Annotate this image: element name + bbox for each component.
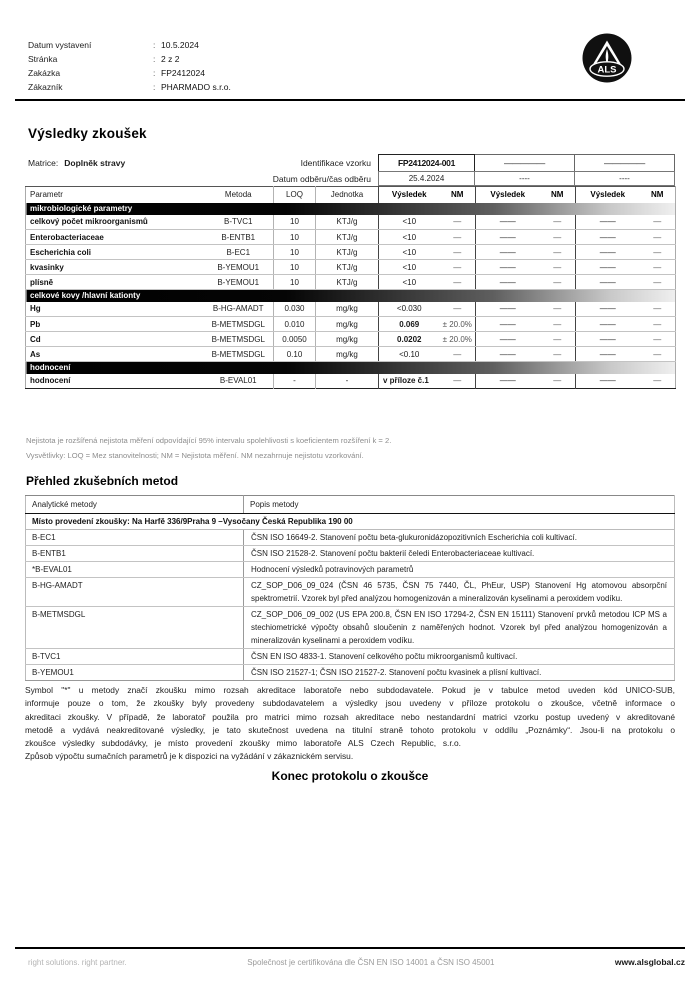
method-cell: B-METMSDGL	[204, 317, 274, 332]
sample-id-value: FP2412024-001	[378, 154, 475, 171]
unit-cell: -	[316, 374, 379, 389]
result-value-cell: ——	[476, 260, 540, 275]
matrix-label: Matrice:	[28, 157, 59, 168]
end-of-protocol: Konec protokolu o zkoušce	[271, 768, 429, 783]
result-value-cell: ——	[576, 275, 640, 290]
method-desc-cell: CZ_SOP_D06_09_024 (ČSN 46 5735, ČSN 75 7440, ČL, PhEur, USP) Stanovení Hg atomovou absorpční spektrometrií. Vzorek byl před analýzou homogenizován a mineralizován kyselinami a peroxidem vodíku.	[244, 578, 675, 607]
result-nm-cell: —	[640, 302, 676, 317]
loq-cell: 0.10	[274, 347, 316, 362]
unit-cell: mg/kg	[316, 347, 379, 362]
result-value-cell: ——	[576, 260, 640, 275]
sample-column	[475, 154, 575, 186]
result-value-cell: ——	[476, 317, 540, 332]
unit-cell: KTJ/g	[316, 230, 379, 245]
method-cell: B-YEMOU1	[204, 275, 274, 290]
result-nm-cell: —	[640, 347, 676, 362]
col-nm-1: NM	[440, 187, 476, 203]
section-header-row	[26, 290, 676, 302]
result-row	[26, 374, 676, 389]
method-code-cell: B-ENTB1	[26, 546, 244, 562]
col-method: Metoda	[204, 187, 274, 203]
method-row	[26, 546, 675, 562]
loq-cell: 0.030	[274, 302, 316, 317]
col-nm-3: NM	[651, 190, 664, 200]
document-header	[15, 38, 685, 94]
result-nm-cell: —	[440, 245, 476, 260]
sample-id-value: —————	[575, 154, 675, 171]
result-value-cell: <10	[379, 260, 440, 275]
header-field-value: FP2412024	[161, 68, 205, 78]
param-cell: Cd	[26, 332, 204, 347]
header-field-label: Zakázka	[28, 68, 61, 78]
result-value-cell: ——	[576, 215, 640, 230]
result-value-cell: <10	[379, 230, 440, 245]
result-value-cell: ——	[599, 376, 616, 386]
sample-id-label: Identifikace vzorku	[300, 157, 371, 168]
sample-date-value: ----	[475, 171, 575, 186]
page-footer	[15, 947, 685, 967]
methods-table	[25, 495, 675, 681]
result-row	[26, 275, 676, 290]
methods-title: Přehled zkušebních metod	[26, 474, 179, 488]
result-value-cell: ——	[576, 317, 640, 332]
col-loq: LOQ	[274, 187, 316, 203]
method-code-cell: B-EC1	[26, 530, 244, 546]
param-cell: Pb	[26, 317, 204, 332]
result-nm-cell: —	[640, 230, 676, 245]
method-desc-cell: ČSN ISO 16649-2. Stanovení počtu beta-glukuronidázopozitivních Escherichia coli kultivací.	[244, 530, 675, 546]
section-header-row	[26, 203, 676, 215]
header-field-value: 10.5.2024	[161, 40, 199, 50]
result-value-cell: 0.0202	[379, 332, 440, 347]
result-nm-cell: —	[640, 317, 676, 332]
result-nm-cell: —	[440, 374, 476, 389]
header-field-separator: :	[153, 54, 156, 64]
footer-website: www.alsglobal.cz	[614, 957, 685, 967]
header-field-separator: :	[153, 40, 156, 50]
result-value-cell: v příloze č.1	[383, 376, 429, 386]
result-nm-cell: —	[440, 275, 476, 290]
methods-location: Místo provedení zkoušky: Na Harfě 336/9Praha 9 –Vysočany Česká Republika 190 00	[26, 514, 675, 530]
als-logo-text: ALS	[597, 64, 617, 76]
method-cell: B-ENTB1	[204, 230, 274, 245]
methods-header-row	[26, 496, 675, 514]
method-desc-cell: ČSN ISO 21527-1; ČSN ISO 21527-2. Stanovení počtu kvasinek a plísní kultivací.	[251, 668, 542, 677]
result-nm-cell: —	[540, 275, 576, 290]
result-value-cell: ——	[476, 347, 540, 362]
loq-cell: 10	[274, 230, 316, 245]
col-result-3: Výsledek	[590, 190, 626, 200]
loq-cell: -	[274, 374, 316, 389]
result-nm-cell: —	[640, 332, 676, 347]
method-cell: B-METMSDGL	[204, 347, 274, 362]
method-row	[26, 562, 675, 578]
result-nm-cell: —	[540, 374, 576, 389]
matrix-value: Doplněk stravy	[64, 157, 126, 168]
results-tbody	[26, 203, 676, 389]
als-logo	[581, 32, 633, 84]
result-row	[26, 215, 676, 230]
section-title: mikrobiologické parametry	[26, 203, 676, 215]
result-nm-cell: —	[640, 260, 676, 275]
method-desc-cell: ČSN ISO 21528-2. Stanovení počtu bakterií čeledi Enterobacteriaceae kultivací.	[244, 546, 675, 562]
result-value-cell: ——	[499, 376, 516, 386]
result-nm-cell: —	[440, 302, 476, 317]
result-nm-cell: ± 20.0%	[440, 332, 476, 347]
result-nm-cell: —	[540, 230, 576, 245]
result-nm-cell: —	[640, 215, 676, 230]
result-value-cell: <0.10	[379, 347, 440, 362]
sample-column	[378, 154, 475, 186]
method-desc-cell: Hodnocení výsledků potravinových parametrů	[244, 562, 675, 578]
unit-cell: KTJ/g	[316, 215, 379, 230]
method-code-cell: B-HG-AMADT	[26, 578, 244, 607]
method-cell: B-TVC1	[204, 215, 274, 230]
matrix-row	[25, 158, 125, 168]
method-row	[26, 665, 675, 681]
loq-cell: 10	[274, 245, 316, 260]
result-nm-cell: —	[540, 215, 576, 230]
method-cell: B-EC1	[204, 245, 274, 260]
footer-divider	[15, 947, 685, 949]
result-nm-cell: —	[440, 347, 476, 362]
method-code-cell: B-YEMOU1	[26, 665, 244, 681]
unit-cell: mg/kg	[316, 302, 379, 317]
result-nm-cell: —	[540, 245, 576, 260]
footer-certification: Společnost je certifikována dle ČSN EN ISO 14001 a ČSN ISO 45001	[247, 958, 495, 967]
disclaimer-paragraph: Symbol "*" u metody značí zkoušku mimo rozsah akreditace laboratoře nebo subdodavatele. Pokud je v tabulce metod uveden kód UNICO-SUB, informuje pouze o tom, že zkoušky byly provedeny subdodavatelem a výsledky jsou uvedeny v příloze protokolu o zkoušce, včetně informace o akreditaci zkoušky. V případě, že laboratoř použila pro matrici mimo rozsah akreditace nebo nestandardní matrici vzorku postup uvedený v akreditované metodě a vydává neakreditované výsledky, je tato skutečnost uvedena na titulní straně tohoto protokolu v oddílu „Poznámky“. Jsou-li na protokolu o zkoušce výsledky subdodávky, je místo provedení zkoušky mimo laboratoře ALS Czech Republic, s.r.o.	[25, 685, 675, 749]
result-nm-cell: —	[640, 245, 676, 260]
method-desc-cell: ČSN EN ISO 4833-1. Stanovení celkového počtu mikroorganismů kultivací.	[244, 649, 675, 665]
methods-tbody	[26, 496, 675, 681]
method-row	[26, 649, 675, 665]
header-field-separator: :	[153, 82, 156, 92]
result-value-cell: ——	[576, 332, 640, 347]
sample-date-label: Datum odběru/čas odběru	[272, 173, 371, 184]
result-value-cell: ——	[576, 347, 640, 362]
result-value-cell: ——	[576, 245, 640, 260]
header-field-label: Datum vystavení	[28, 40, 92, 50]
result-row	[26, 260, 676, 275]
header-divider	[15, 99, 685, 101]
result-nm-cell: —	[540, 332, 576, 347]
result-value-cell: <0.030	[379, 302, 440, 317]
param-cell: Hg	[26, 302, 204, 317]
als-logo-icon	[581, 32, 633, 84]
header-field-value: 2 z 2	[161, 54, 180, 64]
param-cell: plísně	[26, 275, 204, 290]
method-code-cell: B-METMSDGL	[26, 607, 244, 649]
method-cell: B-METMSDGL	[204, 332, 274, 347]
param-cell: kvasinky	[26, 260, 204, 275]
method-cell: B-YEMOU1	[204, 260, 274, 275]
result-value-cell: ——	[476, 230, 540, 245]
unit-cell: mg/kg	[316, 317, 379, 332]
methods-col2: Popis metody	[244, 496, 675, 514]
result-value-cell: <10	[379, 245, 440, 260]
col-nm-2: NM	[540, 187, 576, 203]
result-row	[26, 317, 676, 332]
result-nm-cell: —	[440, 215, 476, 230]
param-cell: As	[26, 347, 204, 362]
result-value-cell: ——	[476, 302, 540, 317]
method-row	[26, 607, 675, 649]
result-nm-cell: —	[540, 347, 576, 362]
section-title: celkové kovy /hlavní kationty	[26, 290, 676, 302]
result-nm-cell: —	[540, 317, 576, 332]
method-code-cell: B-TVC1	[26, 649, 244, 665]
col-result-2: Výsledek	[490, 190, 526, 200]
result-value-cell: ——	[576, 230, 640, 245]
result-row	[26, 332, 676, 347]
footer-slogan: right solutions. right partner.	[28, 958, 127, 967]
disclaimer-note: Způsob výpočtu sumačních parametrů je k dispozici na vyžádání v zákaznickém servisu.	[25, 751, 354, 762]
result-nm-cell: ± 20.0%	[440, 317, 476, 332]
result-value-cell: <10	[379, 275, 440, 290]
header-field-label: Stránka	[28, 54, 58, 64]
unit-cell: KTJ/g	[316, 275, 379, 290]
sample-column	[575, 154, 675, 186]
uncertainty-notes	[25, 433, 675, 463]
section-title: hodnocení	[26, 362, 676, 374]
header-field-value: PHARMADO s.r.o.	[161, 82, 231, 92]
result-nm-cell: —	[640, 275, 676, 290]
result-value-cell: ——	[476, 245, 540, 260]
sample-header	[25, 154, 675, 186]
result-row	[26, 347, 676, 362]
method-row	[26, 578, 675, 607]
disclaimer	[25, 684, 675, 764]
method-desc-cell: CZ_SOP_D06_09_002 (US EPA 200.8, ČSN EN ISO 17294-2, ČSN EN 15111) Stanovení prvků metodou ICP MS a stechiometrické výpočty obsahů sloučenin z naměřených hodnot. Vzorek byl před analýzou homogenizován a mineralizován kyselinami a peroxidem vodíku.	[244, 607, 675, 649]
sample-date-value: ----	[575, 171, 675, 186]
loq-cell: 0.010	[274, 317, 316, 332]
note-line-1: Nejistota je rozšířená nejistota měření odpovídající 95% intervalu spolehlivosti s koeficientem rozšíření k = 2.	[26, 436, 392, 445]
unit-cell: KTJ/g	[316, 260, 379, 275]
result-nm-cell: —	[540, 302, 576, 317]
col-result-1: Výsledek	[391, 190, 427, 200]
result-row	[26, 245, 676, 260]
sample-date-value: 25.4.2024	[378, 171, 475, 186]
methods-location-row	[26, 514, 675, 530]
method-cell: B-EVAL01	[204, 374, 274, 389]
result-nm-cell: —	[653, 376, 662, 386]
sample-columns	[378, 154, 675, 186]
col-param: Parametr	[30, 190, 63, 200]
header-field-separator: :	[153, 68, 156, 78]
loq-cell: 10	[274, 275, 316, 290]
results-table	[25, 186, 676, 389]
report-body	[0, 126, 700, 783]
result-row	[26, 230, 676, 245]
results-title: Výsledky zkoušek	[28, 126, 147, 141]
param-cell: celkový počet mikroorganismů	[26, 215, 204, 230]
sample-id-value: —————	[475, 154, 575, 171]
header-field-label: Zákazník	[28, 82, 63, 92]
result-value-cell: ——	[476, 275, 540, 290]
result-nm-cell: —	[540, 260, 576, 275]
param-cell: Enterobacteriaceae	[26, 230, 204, 245]
unit-cell: KTJ/g	[316, 245, 379, 260]
result-nm-cell: —	[440, 260, 476, 275]
result-value-cell: <10	[379, 215, 440, 230]
param-cell: Escherichia coli	[26, 245, 204, 260]
loq-cell: 10	[274, 260, 316, 275]
note-line-2: Vysvětlivky: LOQ = Mez stanovitelnosti; NM = Nejistota měření. NM nezahrnuje nejistotu vzorkování.	[26, 451, 364, 460]
loq-cell: 0.0050	[274, 332, 316, 347]
result-row	[26, 302, 676, 317]
col-unit: Jednotka	[316, 187, 379, 203]
result-value-cell: ——	[476, 215, 540, 230]
section-header-row	[26, 362, 676, 374]
method-row	[26, 530, 675, 546]
loq-cell: 10	[274, 215, 316, 230]
result-value-cell: ——	[476, 332, 540, 347]
sample-header-left	[25, 154, 378, 186]
result-value-cell: 0.069	[379, 317, 440, 332]
method-cell: B-HG-AMADT	[204, 302, 274, 317]
result-nm-cell: —	[440, 230, 476, 245]
param-cell: hodnocení	[30, 376, 71, 386]
method-code-cell: *B-EVAL01	[26, 562, 244, 578]
results-header-row	[26, 187, 676, 203]
methods-col1: Analytické metody	[26, 496, 244, 514]
result-value-cell: ——	[576, 302, 640, 317]
unit-cell: mg/kg	[316, 332, 379, 347]
